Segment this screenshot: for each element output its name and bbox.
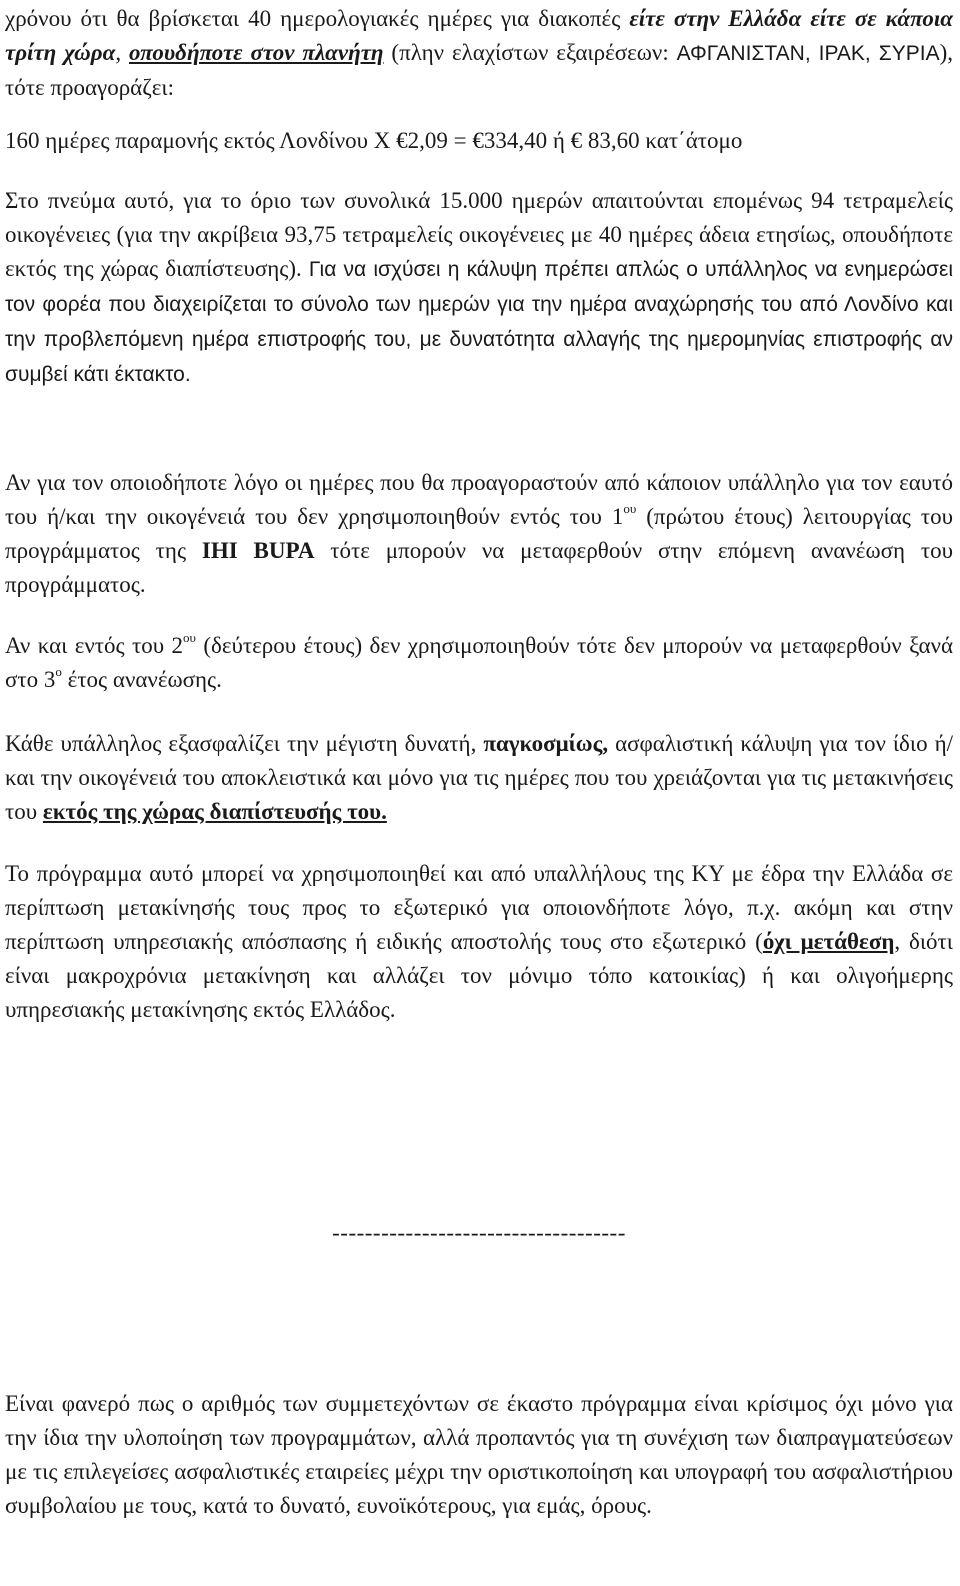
text-run: Αν και εντός του 2 [5,633,184,658]
emphasis-outside-accreditation-country: εκτός της χώρας διαπίστευσής του. [42,799,387,824]
text-run: Αν για τον οποιοδήποτε λόγο οι ημέρες που θα προαγοραστούν από κάποιον υπάλληλο για τον εαυτό του ή/και την οικογένειά του δεν χρησιμοποιηθούν εντός του 1 [5,470,953,529]
emphasis-greece-or-third-country: είτε στην Ελλάδα είτε σε κάποια τρίτη χώρα [5,6,953,65]
section-separator: ------------------------------------ [332,1220,626,1245]
text-run: ασφαλιστική κάλυψη για τον ίδιο ή/και την οικογένειά του αποκλειστικά και μόνο για τις ημέρες που του χρειάζονται για τις μετακινήσεις του [5,731,953,824]
superscript: ου [183,630,196,646]
paragraph-greece-based-staff [5,857,953,1027]
superscript: ου [623,501,637,517]
paragraph-families-requirement [5,184,953,392]
paragraph-participants-importance: Είναι φανερό πως ο αριθμός των συμμετεχόντων σε έκαστο πρόγραμμα είναι κρίσιμος όχι μόνο για την ίδια την υλοποίηση των προγραμμάτων, αλλά προπαντός για τη συνέχιση των διαπραγματεύσεων με τις επιλεγείσες ασφαλιστικές εταιρείες μέχρι την οριστικοποίηση και υπογραφή του ασφαλιστήριου συμβολαίου με τους, κατά το δυνατό, ευνοϊκότερους, για εμάς, όρους. [5,1391,953,1518]
paragraph-leave-days [5,2,953,105]
text-run: (πλην ελαχίστων εξαιρέσεων: [383,40,677,65]
text-run: (πρώτου έτους) λειτουργίας του προγράμματος της [5,504,954,563]
text-run: Κάθε υπάλληλος εξασφαλίζει την μέγιστη δυνατή, [5,731,484,756]
emphasis-not-transfer: όχι μετάθεση [762,929,895,954]
text-run: Το πρόγραμμα αυτό μπορεί να χρησιμοποιηθεί και από υπαλλήλους της ΚΥ με έδρα την Ελλάδα σε περίπτωση μετακίνησής τους προς το εξωτερικό για οποιονδήποτε λόγο, π.χ. ακόμη και στην περίπτωση υπηρεσιακής απόσπασης ή ειδικής αποστολής τους στο εξωτερικό ( [5,861,953,954]
emphasis-worldwide: παγκοσμίως, [483,731,609,756]
text-run: Στο πνεύμα αυτό, για το όριο των συνολικά 15.000 ημερών απαιτούνται επομένως 94 τετραμελείς οικογένειες (για την ακρίβεια 93,75 τετραμελείς οικογένειες με 40 ημέρες άδεια ετησίως, οπουδήποτε εκτός της χώρας διαπίστευσης). [5,188,953,281]
emphasis-anywhere-on-planet: οπουδήποτε στον πλανήτη [129,40,384,65]
paragraph-unused-days-first-year [5,466,953,602]
text-run: , [115,40,129,65]
text-run: ), τότε προαγοράζει: [5,40,954,100]
insurer-name: IHI BUPA [201,538,315,563]
paragraph-cost-calculation: 160 ημέρες παραμονής εκτός Λονδίνου Χ €2,09 = €334,40 ή € 83,60 κατ΄άτομο [5,128,743,153]
text-run-coverage-notice: Για να ισχύσει η κάλυψη πρέπει απλώς ο υπάλληλος να ενημερώσει τον φορέα που διαχειρίζεται το σύνολο των ημερών για την ημέρα αναχώρησής του από Λονδίνο και την προβλεπόμενη ημέρα επιστροφής του, με δυνατότητα αλλαγής της ημερομηνίας επιστροφής αν συμβεί κάτι έκτακτο. [5,258,953,386]
excluded-countries: ΑΦΓΑΝΙΣΤΑΝ, ΙΡΑΚ, ΣΥΡΙΑ [676,42,940,65]
text-run: , διότι είναι μακροχρόνια μετακίνηση και αλλάζει τον μόνιμο τόπο κατοικίας) ή και ολιγοήμερης υπηρεσιακής μετακίνησης εκτός Ελλάδος. [5,929,953,1022]
text-run: χρόνου ότι θα βρίσκεται 40 ημερολογιακές ημέρες για διακοπές [5,6,630,31]
paragraph-unused-days-second-year [5,629,953,697]
paragraph-worldwide-coverage [5,727,953,829]
text-run: (δεύτερου έτους) δεν χρησιμοποιηθούν τότε δεν μπορούν να μεταφερθούν ξανά στο 3 [5,633,953,692]
text-run: έτος ανανέωσης. [61,667,222,692]
superscript: ο [55,664,62,680]
text-run: τότε μπορούν να μεταφερθούν στην επόμενη ανανέωση του προγράμματος. [5,538,953,597]
